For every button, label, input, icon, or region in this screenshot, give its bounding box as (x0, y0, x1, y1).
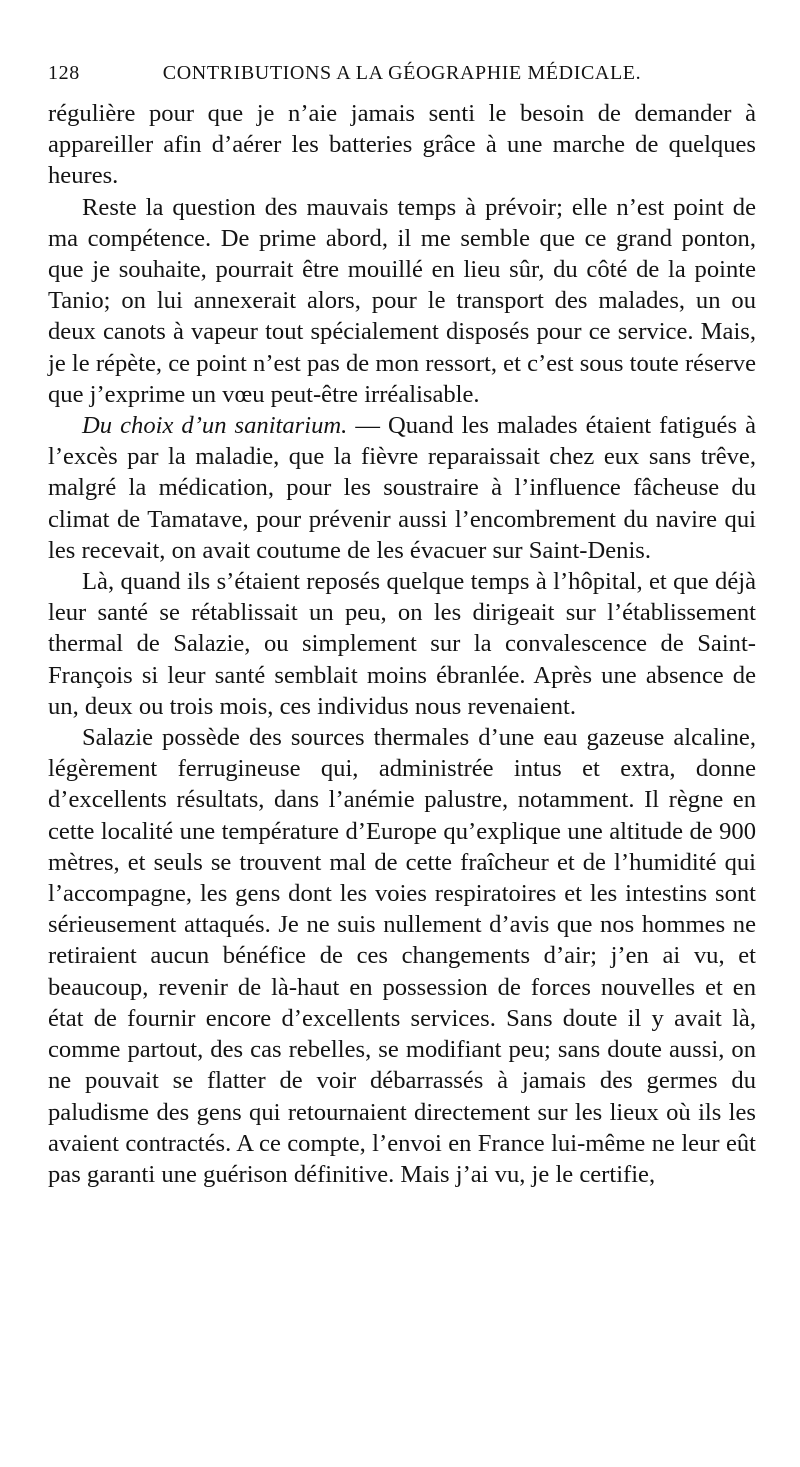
paragraph-salazie (48, 722, 756, 1190)
section-title: Du choix d’un sanitarium. (82, 412, 348, 440)
body-text (48, 98, 756, 1190)
page-number: 128 (48, 62, 80, 84)
paragraph-text: — Quand les malades étaient fatigués à l’excès par la maladie, que la fièvre reparaissait chez eux sans trêve, malgré la médication, pour les soustraire à l’influence fâcheuse du climat de Tamatave, pour prévenir aussi l’encombrement du navire qui les recevait, on avait coutume de les évacuer sur Saint-Denis. (48, 412, 756, 564)
paragraph-text: Salazie possède des sources thermales d’une eau gazeuse alcaline, légèrement ferrugineuse qui, administrée intus et extra, donne d’excellents résultats, dans l’anémie palustre, notamment. Il règne en cette localité une température d’Europe qu’explique une altitude de 900 mètres, et seuls se trouvent mal de cette fraîcheur et de l’humidité qui l’accompagne, les gens dont les voies respiratoires et les intestins sont sérieusement attaqués. Je ne suis nullement d’avis que nos hommes ne retiraient aucun bénéfice de ces changements d’air; j’en ai vu, et beaucoup, revenir de là-haut en possession de forces nouvelles et en état de fournir encore d’excellents services. Sans doute il y avait là, comme partout, des cas rebelles, se modifiant peu; sans doute aussi, on ne pouvait se flatter de voir débarrassés à jamais des germes du paludisme des gens qui retournaient directement sur les lieux où ils les avaient contractés. A ce compte, l’envoi en France lui-même ne leur eût pas garanti une guérison définitive. Mais j’ai vu, je le certifie, (48, 724, 756, 1188)
running-title: CONTRIBUTIONS A LA GÉOGRAPHIE MÉDICALE. (162, 62, 642, 84)
paragraph-continued (48, 98, 756, 192)
paragraph-text: régulière pour que je n’aie jamais senti le besoin de demander à appareiller afin d’aérer les batteries grâce à une marche de quelques heures. (48, 100, 756, 190)
page-header (48, 62, 756, 88)
paragraph-weather (48, 192, 756, 410)
paragraph-text: Reste la question des mauvais temps à prévoir; elle n’est point de ma compétence. De prime abord, il me semble que ce grand ponton, que je souhaite, pourrait être mouillé en lieu sûr, du côté de la pointe Tanio; on lui annexerait alors, pour le transport des malades, un ou deux canots à vapeur tout spécialement disposés pour ce service. Mais, je le répète, ce point n’est pas de mon ressort, et c’est sous toute réserve que j’exprime un vœu peut-être irréalisable. (48, 193, 756, 408)
paragraph-text: Là, quand ils s’étaient reposés quelque temps à l’hôpital, et que déjà leur santé se rétablissait un peu, on les dirigeait sur l’établissement thermal de Salazie, ou simplement sur la convalescence de Saint-François si leur santé semblait moins ébranlée. Après une absence de un, deux ou trois mois, ces individus nous revenaient. (48, 568, 756, 720)
paragraph-saint-denis (48, 566, 756, 722)
paragraph-sanitarium (48, 410, 756, 566)
